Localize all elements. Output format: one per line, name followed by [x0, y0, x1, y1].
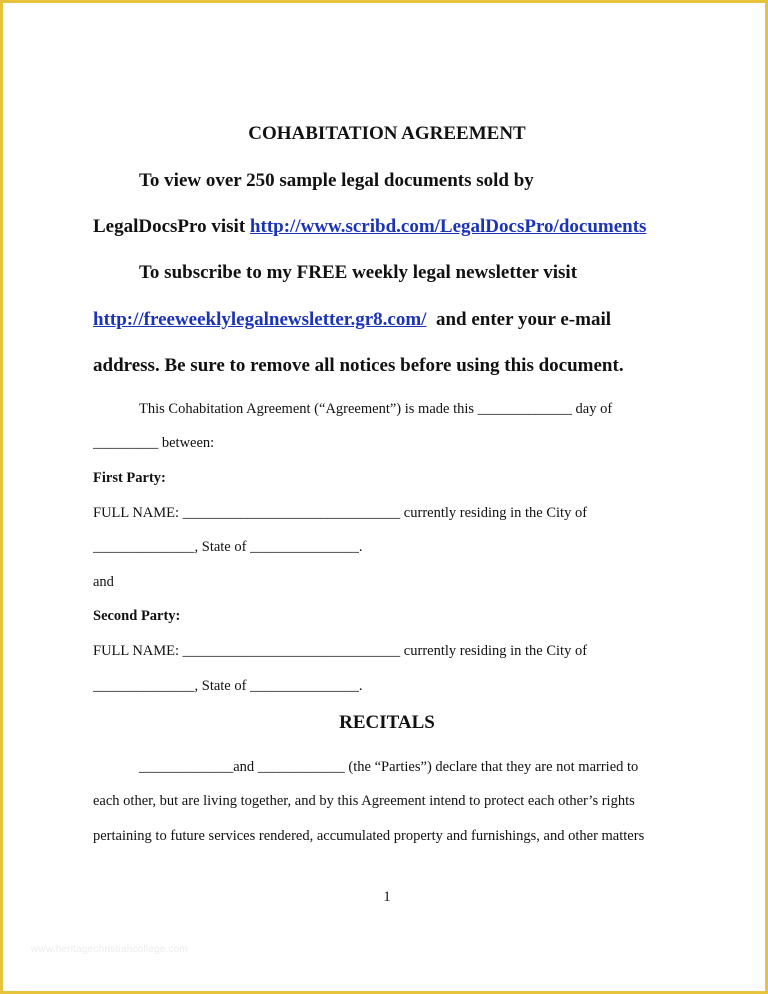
- first-party-line-2: ______________, State of _______________.: [93, 539, 363, 555]
- second-party-line-2: ______________, State of _______________.: [93, 678, 363, 694]
- recitals-heading: RECITALS: [339, 712, 435, 733]
- recitals-line-2: each other, but are living together, and by this Agreement intend to protect each other’s rights: [93, 793, 635, 809]
- newsletter-link[interactable]: http://freeweeklylegalnewsletter.gr8.com/: [93, 309, 427, 330]
- notice-line-4: [93, 309, 611, 331]
- watermark: www.heritagechristiancollege.com: [31, 944, 189, 955]
- second-party-heading: Second Party:: [93, 608, 181, 624]
- scribd-link[interactable]: http://www.scribd.com/LegalDocsPro/documents: [249, 216, 647, 237]
- intro-line-2: _________ between:: [93, 435, 215, 451]
- recitals-line-1: _____________and ____________ (the “Parties”) declare that they are not married to: [139, 759, 639, 775]
- second-party-line-1: FULL NAME: ______________________________ currently residing in the City of: [93, 643, 588, 659]
- notice-line-1: To view over 250 sample legal documents sold by: [139, 170, 534, 191]
- notice-line-2: [93, 216, 646, 238]
- document-title: COHABITATION AGREEMENT: [248, 123, 526, 144]
- first-party-line-1: FULL NAME: ______________________________ currently residing in the City of: [93, 505, 588, 521]
- recitals-line-3: pertaining to future services rendered, accumulated property and furnishings, and other matters: [93, 828, 645, 844]
- and-text: and: [93, 574, 114, 590]
- first-party-heading: First Party:: [93, 470, 166, 486]
- notice-line-2-text: LegalDocsPro visit: [93, 216, 250, 237]
- intro-line-1: This Cohabitation Agreement (“Agreement”) is made this _____________ day of: [139, 401, 613, 417]
- page-number: 1: [383, 889, 391, 905]
- notice-line-5: address. Be sure to remove all notices before using this document.: [93, 355, 624, 376]
- notice-line-3: To subscribe to my FREE weekly legal newsletter visit: [139, 262, 578, 283]
- notice-line-4-text: and enter your e-mail: [426, 309, 612, 330]
